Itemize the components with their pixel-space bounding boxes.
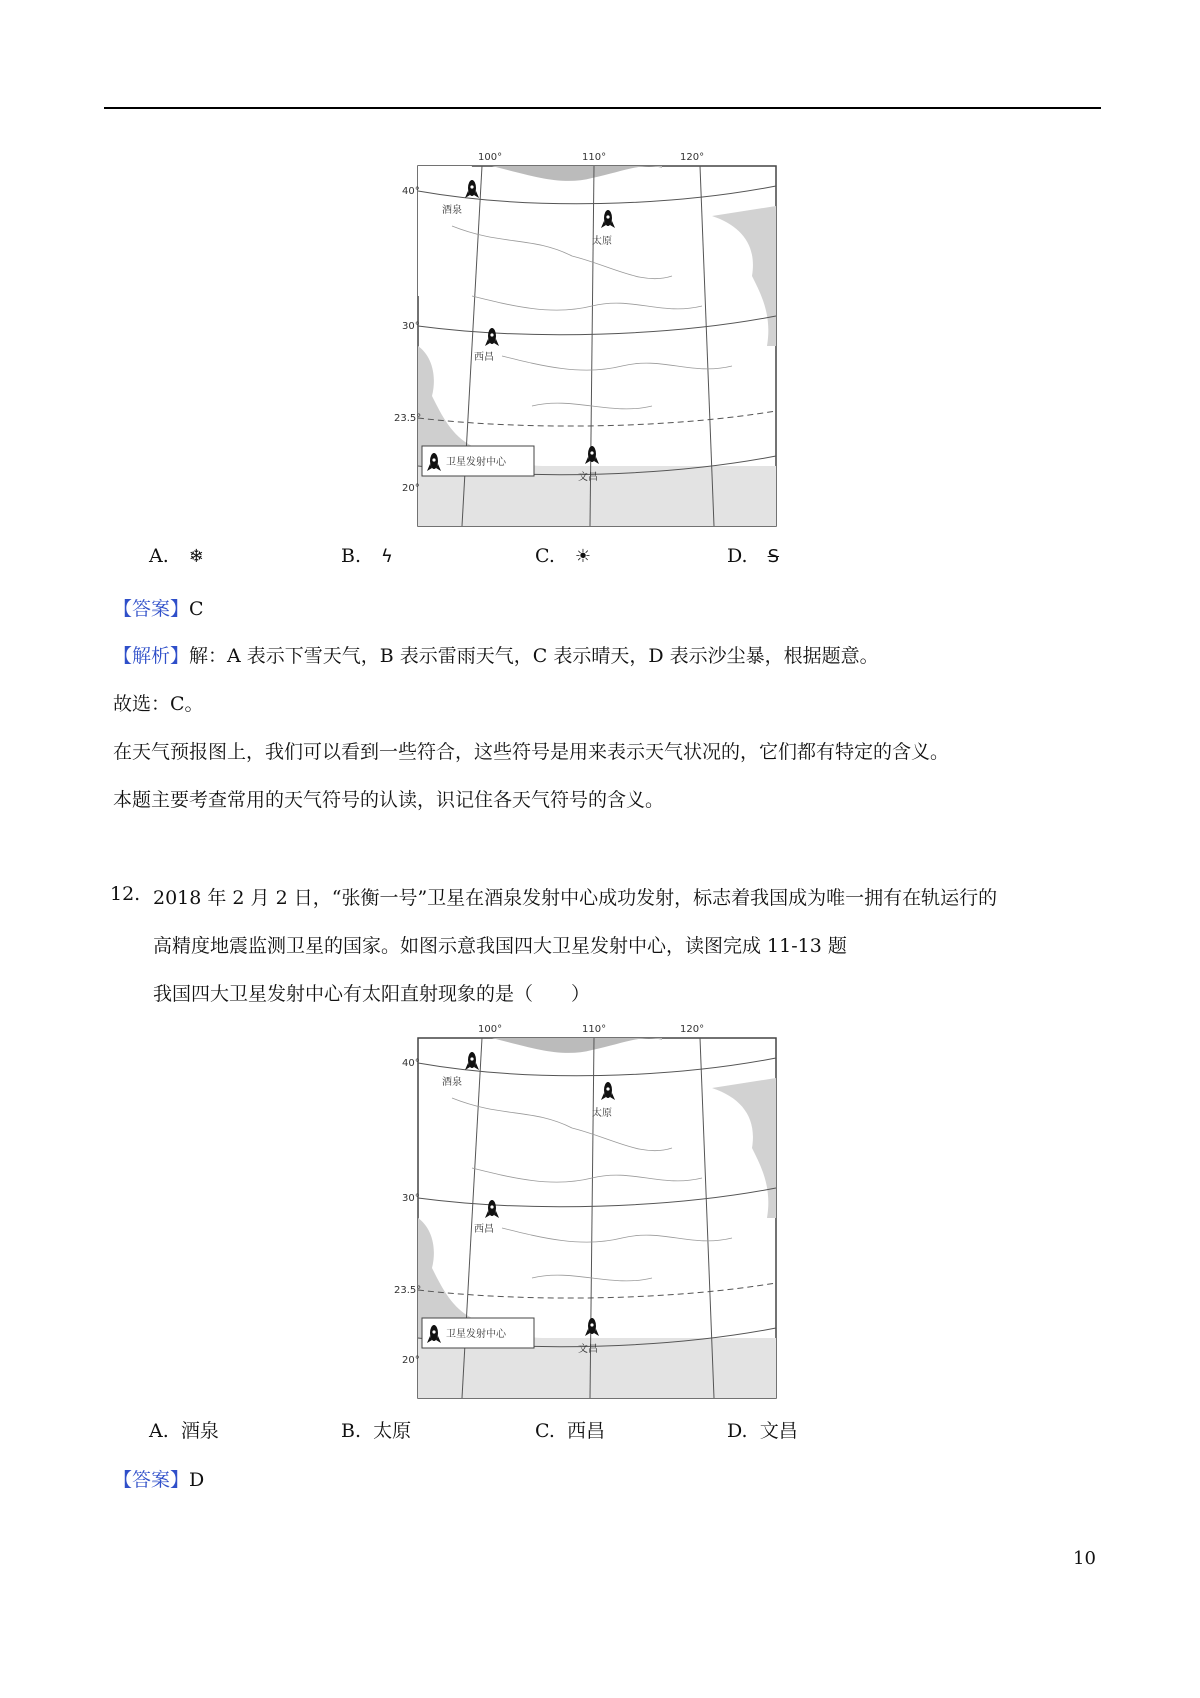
header-rule [104,107,1101,109]
snow-icon: ❄ [188,546,204,567]
option-letter: C. [535,545,555,567]
analysis-text: 解：A 表示下雪天气，B 表示雷雨天气，C 表示晴天，D 表示沙尘暴，根据题意。 [189,645,879,667]
lat-label-23-5: 23.5° [394,1285,422,1296]
legend-label: 卫星发射中心 [446,457,506,468]
satellite-launch-map-2 [394,1018,784,1404]
analysis-tag: 【解析】 [113,645,190,667]
option-text: 西昌 [567,1420,606,1442]
lon-label-110: 110° [582,152,607,163]
option-letter: C. [535,1420,555,1442]
q12-option-c [535,1416,605,1443]
option-text: 太原 [373,1420,412,1442]
q11-option-d [727,545,779,567]
q12-stem-line-1: 2018 年 2 月 2 日，“张衡一号”卫星在酒泉发射中心成功发射，标志着我国成为唯一拥有在轨运行的 [153,887,998,909]
satellite-launch-map-1 [394,146,784,532]
city-label-taiyuan: 太原 [592,236,612,247]
city-label-jiuquan: 酒泉 [442,205,462,216]
option-letter: B. [341,1420,362,1442]
city-label-taiyuan: 太原 [592,1108,612,1119]
q12-option-d [727,1416,798,1443]
lat-label-30: 30° [402,1193,420,1204]
answer-tag: 【答案】 [113,1469,190,1491]
lon-label-110: 110° [582,1024,607,1035]
q12-answer [113,1465,204,1492]
q11-note-2: 本题主要考查常用的天气符号的认读，识记住各天气符号的含义。 [113,789,665,811]
option-letter: B. [341,545,362,567]
page-number: 10 [1073,1548,1096,1569]
lon-label-120: 120° [680,152,705,163]
city-label-xichang: 西昌 [474,352,494,363]
q11-choose: 故选：C。 [113,693,204,715]
answer-value: C [189,598,204,620]
sun-icon: ☀ [574,546,592,567]
q11-option-c [535,545,591,567]
answer-tag: 【答案】 [113,598,190,620]
option-letter: A. [149,545,169,567]
lat-label-20: 20° [402,483,420,494]
option-text: 酒泉 [180,1420,219,1442]
lon-label-100: 100° [478,152,503,163]
q12-option-b [341,1416,411,1443]
sandstorm-icon: S [767,546,780,567]
q11-note-1: 在天气预报图上，我们可以看到一些符合，这些符号是用来表示天气状况的，它们都有特定的含义。 [113,741,950,763]
q11-answer [113,594,204,621]
legend-label: 卫星发射中心 [446,1329,506,1340]
lat-label-40: 40° [402,1058,420,1069]
option-letter: A. [149,1420,169,1442]
q12-number: 12. [110,883,141,905]
lat-label-30: 30° [402,321,420,332]
q12-option-a [149,1416,219,1443]
city-label-jiuquan: 酒泉 [442,1077,462,1088]
option-letter: D. [727,1420,748,1442]
answer-value: D [189,1469,205,1491]
q11-option-b [341,545,393,567]
q12-question: 我国四大卫星发射中心有太阳直射现象的是（ ） [153,983,591,1005]
lightning-icon: ϟ [381,546,393,567]
lon-label-100: 100° [478,1024,503,1035]
city-label-wenchang: 文昌 [578,472,598,483]
option-letter: D. [727,545,748,567]
lat-label-20: 20° [402,1355,420,1366]
q11-option-a [149,545,204,567]
lat-label-23-5: 23.5° [394,413,422,424]
q11-analysis [113,641,879,668]
q12-stem-line-2: 高精度地震监测卫星的国家。如图示意我国四大卫星发射中心，读图完成 11-13 题 [153,935,847,957]
lon-label-120: 120° [680,1024,705,1035]
lat-label-40: 40° [402,186,420,197]
city-label-wenchang: 文昌 [578,1344,598,1355]
city-label-xichang: 西昌 [474,1224,494,1235]
option-text: 文昌 [759,1420,798,1442]
